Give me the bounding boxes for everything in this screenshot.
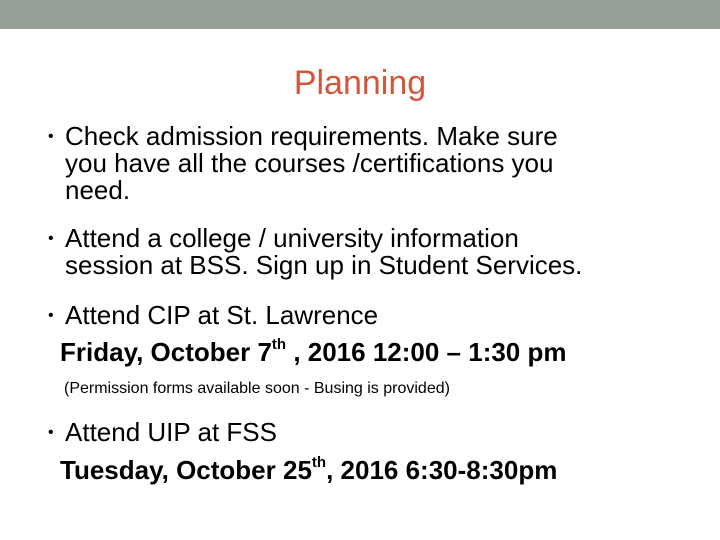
cip-date xyxy=(60,337,567,367)
cip-date-main: Friday, October 7 xyxy=(60,337,272,367)
bullet-dot: • xyxy=(48,128,54,145)
permission-note: (Permission forms available soon - Busing is provided) xyxy=(64,380,450,397)
bullet-dot: • xyxy=(48,230,54,247)
bullet-line: Check admission requirements. Make sure xyxy=(65,121,558,151)
bullet-line: need. xyxy=(65,175,131,205)
uip-date xyxy=(60,455,557,485)
bullet-line: you have all the courses /certifications you xyxy=(65,148,554,178)
bullet-text xyxy=(65,302,378,329)
bullet-line: session at BSS. Sign up in Student Services. xyxy=(65,250,583,280)
bullet-text xyxy=(65,123,558,204)
bullet-text xyxy=(65,419,277,446)
slide-title xyxy=(0,62,720,104)
bullet-text xyxy=(65,225,582,279)
bullet-line: Attend CIP at St. Lawrence xyxy=(65,300,379,330)
uip-date-main: Tuesday, October 25 xyxy=(60,455,312,485)
bullet-line: Attend a college / university information xyxy=(65,223,519,253)
bullet-line: Attend UIP at FSS xyxy=(65,417,277,447)
top-color-bar xyxy=(0,0,720,29)
uip-date-sup: th xyxy=(311,454,327,472)
slide-title-text: Planning xyxy=(293,64,427,102)
bullet-dot: • xyxy=(48,307,54,324)
bullet-dot: • xyxy=(48,424,54,441)
uip-date-rest: , 2016 6:30-8:30pm xyxy=(326,455,558,485)
cip-date-rest: , 2016 12:00 – 1:30 pm xyxy=(286,337,567,367)
cip-date-sup: th xyxy=(271,336,287,354)
